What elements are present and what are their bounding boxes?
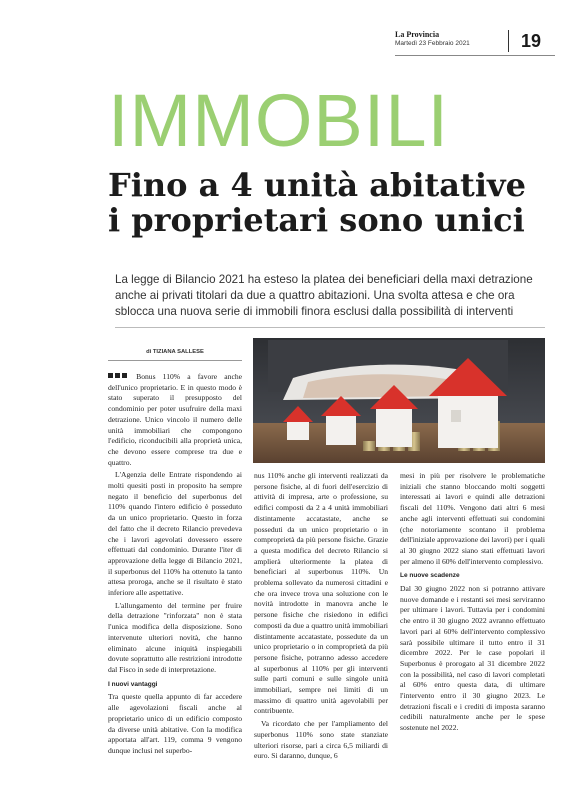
article-column-3 <box>400 471 545 736</box>
lead-marker-icon <box>122 373 127 378</box>
paragraph: mesi in più per risolvere le problematiche iniziali che stanno bloccando molti soggetti interessati ai lavori e quindi alle detrazioni fiscali del 110%. Vengono dati altri 6 mesi anche agli interventi effettuati sui condomini (che notoriamente scontano il problema dell'iniziale approvazione dei lavori) per i quali al 30 giugno 2022 siano stati effettuati lavori per almeno il 60% dell'intervento complessivo. <box>400 471 545 566</box>
masthead <box>395 30 507 48</box>
subheading: I nuovi vantaggi <box>108 680 158 688</box>
issue-date: Martedì 23 Febbraio 2021 <box>395 40 470 47</box>
masthead-rule <box>395 55 555 56</box>
standfirst-line-2: anche ai privati titolari da due a quattro abitazioni. Una svolta attesa e che ora <box>115 289 515 302</box>
lead-marker-icon <box>115 373 120 378</box>
paragraph: nus 110% anche gli interventi realizzati da persone fisiche, al di fuori dell'esercizio di attività di impresa, arte o professione, su edifici composti da 2 a 4 unità immobiliari distintamente accatastate, anche se posseduti da un unico proprietario o in comproprietà da più persone fisiche. Grazie a questa modifica del decreto Rilancio si amplierà ulteriormente la platea di beneficiari al superbonus 110%. Un problema sollevato da numerosi cittadini e che ora invece trova una soluzione con le novità introdotte in manovra anche le persone fisiche che risiedono in edifici composti da due a quattro unità immobiliari distintamente accatastate, possedute da un unico proprietario o in comproprietà da più persone fisiche, potranno adesso accedere al superbonus al 110% per gli interventi sulle parti comuni e sulle singole unità immobiliari, sempre nei limiti di un massimo di quattro unità agevolabili per contribuente. <box>254 471 388 716</box>
paragraph: Dal 30 giugno 2022 non si potranno attivare nuove domande e i restanti sei mesi serviranno per ultimare i lavori. Tuttavia per i condomini che entro il 30 giugno 2022 avranno effettuato lavori pari al 60% dell'intervento complessivo sarà possibile ultimare il tutto entro il 31 dicembre 2022. Per le case popolari il Superbonus è prorogato al 31 dicembre 2022 con la possibilità, nel caso di lavori completati al 60% entro questa data, di ultimare l'intervento entro il 30 giugno 2023. Le detrazioni fiscali e i crediti di imposta saranno cedibili naturalmente anche per le spese sostenute nel 2022. <box>400 584 545 733</box>
masthead-divider <box>508 30 509 52</box>
standfirst-line-3: sblocca una nuova serie di immobili finora esclusi dalla possibilità di interventi <box>115 305 514 318</box>
newspaper-name: La Provincia <box>395 30 440 39</box>
subheading: Le nuove scadenze <box>400 572 460 580</box>
section-kicker: IMMOBILI <box>108 79 450 162</box>
page-number: 19 <box>520 31 542 51</box>
headline-line-2: i proprietari sono unici <box>108 201 525 239</box>
paragraph <box>108 372 242 468</box>
headline-line-1: Fino a 4 unità abitative <box>108 166 526 204</box>
paragraph: L'Agenzia delle Entrate rispondendo ai molti quesiti posti in proposito ha sempre negato il beneficio del superbonus del 110% quando l'intero edificio è posseduto da un unico proprietario. Questo in forza del fatto che il decreto Rilancio prevedeva che i lavori agevolati dovessero essere effettuati dal condominio. Durante l'iter di approvazione della legge di Bilancio 2021, il superbonus del 110% ha ottenuto la tanto attesa proroga, anche se il risultato è stato inferiore alle aspettative. <box>108 470 242 598</box>
byline: di TIZIANA SALLESE <box>146 349 204 355</box>
paragraph: L'allungamento del termine per fruire della detrazione "rinforzata" non è stata l'unica modifica della disposizione. Sono intervenute ulteriori novità, che hanno eliminato alcune iniquità inspiegabili dovute soprattutto alle restrizioni introdotte dal Fisco in sede di interpretazione. <box>108 600 242 674</box>
headline <box>108 168 548 238</box>
paragraph-text: Bonus 110% a favore anche dell'unico proprietario. E in questo modo è stato superato il presupposto del condominio per poter usufruire della maxi detrazione. Unico vincolo il numero delle unità immobiliari che compongono l'edificio, riconducibili alla proprietà unica, che devono essere comprese tra due e quattro. <box>108 372 242 467</box>
paragraph: Va ricordato che per l'ampliamento del superbonus 110% sono state stanziate ulteriori risorse, pari a circa 6,5 miliardi di euro. Si daranno, dunque, 6 <box>254 719 388 761</box>
houses-coins-illustration <box>253 338 545 463</box>
byline-rule <box>108 360 242 361</box>
standfirst-line-1: La legge di Bilancio 2021 ha esteso la platea dei beneficiari della maxi detrazione <box>115 273 533 286</box>
article-column-1 <box>108 372 242 759</box>
standfirst <box>115 272 545 320</box>
article-column-2 <box>254 471 388 764</box>
paragraph: Tra queste quella appunto di far accedere alle agevolazioni fiscali anche al proprietario unico di un edificio composto da diverse unità abitative. Con la modifica apportata all'art. 119, comma 9 vengono dunque inclusi nel superbo- <box>108 692 242 755</box>
lead-marker-icon <box>108 373 113 378</box>
article-photo <box>253 338 545 463</box>
standfirst-rule <box>115 327 545 328</box>
